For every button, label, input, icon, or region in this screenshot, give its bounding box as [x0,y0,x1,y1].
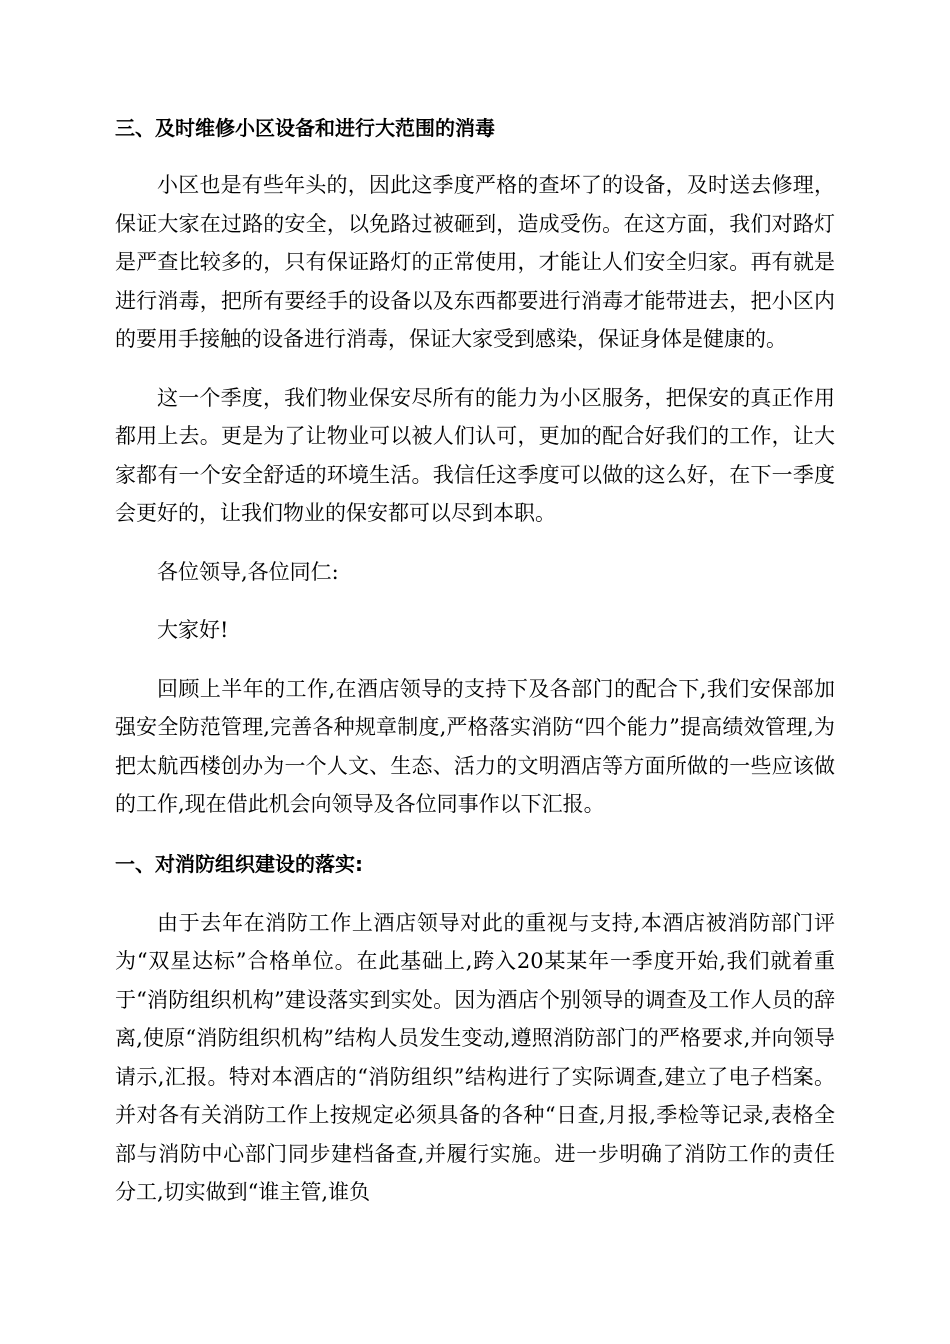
paragraph-equipment-disinfection: 小区也是有些年头的，因此这季度严格的查坏了的设备，及时送去修理，保证大家在过路的安全，以免路过被砸到，造成受伤。在这方面，我们对路灯是严查比较多的，只有保证路灯的正常使用，才能让人们安全归家。再有就是进行消毒，把所有要经手的设备以及东西都要进行消毒才能带进去，把小区内的要用手接触的设备进行消毒，保证大家受到感染，保证身体是健康的。 [115,173,835,351]
salutation: 各位领导,各位同仁: [157,559,339,584]
paragraph-quarter-summary: 这一个季度，我们物业保安尽所有的能力为小区服务，把保安的真正作用都用上去。更是为了让物业可以被人们认可，更加的配合好我们的工作，让大家都有一个安全舒适的环境生活。我信任这季度可以做的这么好，在下一季度会更好的，让我们物业的保安都可以尽到本职。 [115,385,835,525]
section-heading-1: 一、对消防组织建设的落实: [115,851,363,876]
document-page [115,108,835,1212]
paragraph-half-year-review: 回顾上半年的工作,在酒店领导的支持下及各部门的配合下,我们安保部加强安全防范管理,完善各种规章制度,严格落实消防“四个能力”提高绩效管理,为把太航西楼创办为一个人文、生态、活力的文明酒店等方面所做的一些应该做的工作,现在借此机会向领导及各位同事作以下汇报。 [115,676,835,816]
greeting: 大家好! [157,618,229,642]
section-heading-3: 三、及时维修小区设备和进行大范围的消毒 [115,116,495,140]
paragraph-fire-organization: 由于去年在消防工作上酒店领导对此的重视与支持,本酒店被消防部门评为“双星达标”合格单位。在此基础上,跨入20某某年一季度开始,我们就着重于“消防组织机构”建设落实到实处。因为酒店个别领导的调查及工作人员的辞离,使原“消防组织机构”结构人员发生变动,遵照消防部门的严格要求,并向领导请示,汇报。特对本酒店的“消防组织”结构进行了实际调查,建立了电子档案。并对各有关消防工作上按规定必须具备的各种“日查,月报,季检等记录,表格全部与消防中心部门同步建档备查,并履行实施。进一步明确了消防工作的责任分工,切实做到“谁主管,谁负 [115,910,835,1204]
